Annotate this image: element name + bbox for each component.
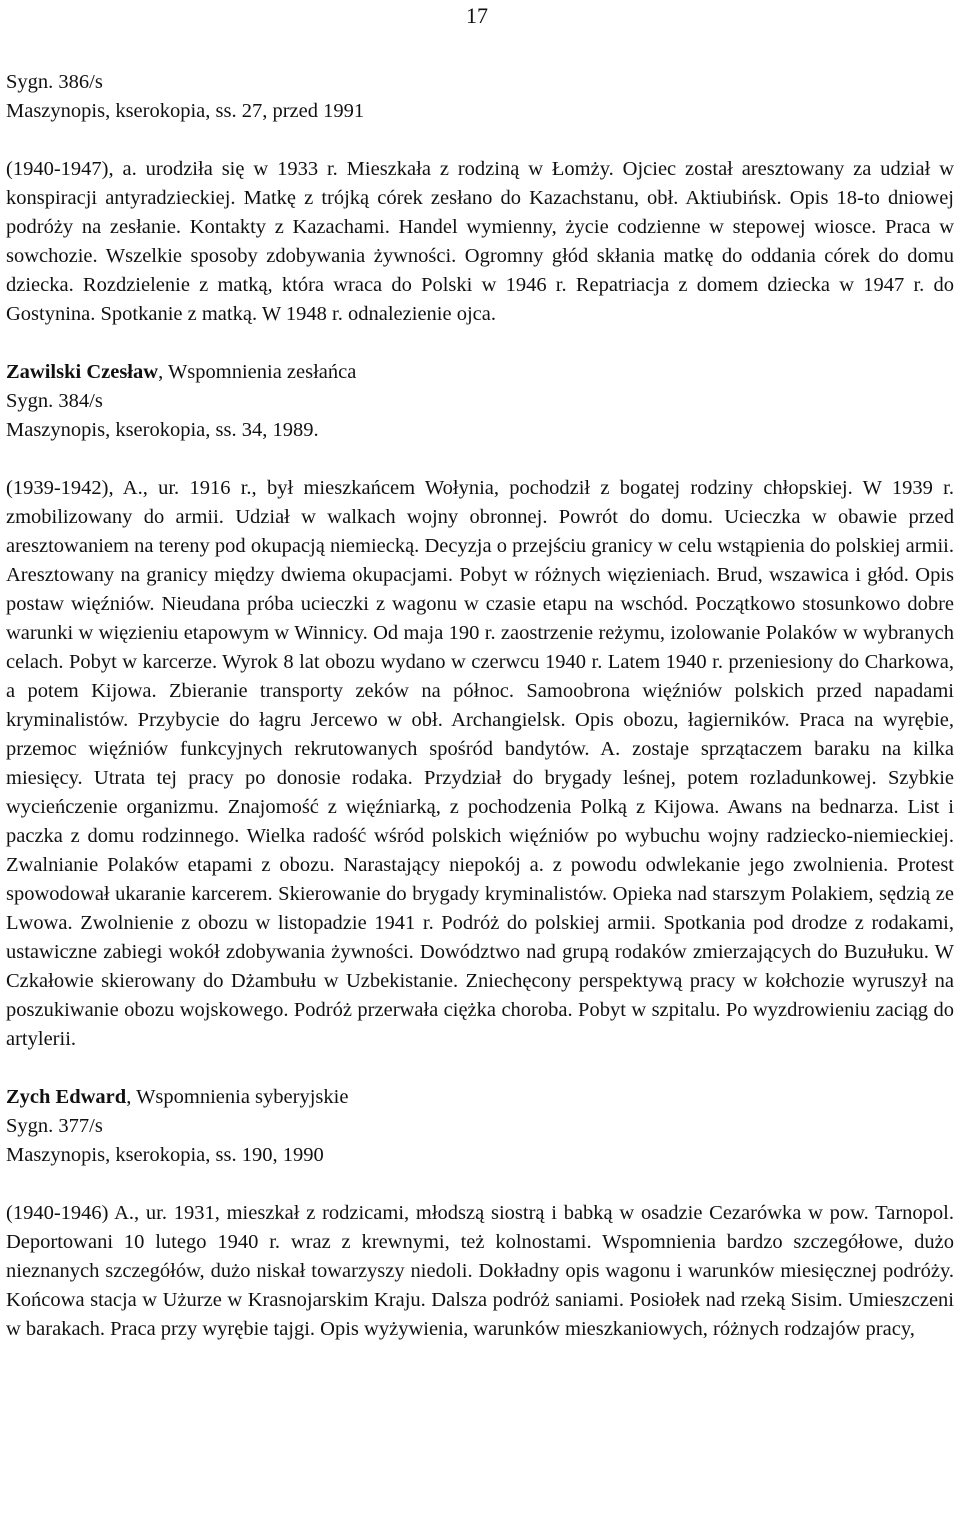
entry	[6, 1083, 954, 1344]
spacer	[6, 329, 954, 358]
entry-title: , Wspomnienia zesłańca	[158, 361, 357, 383]
entry-signature: Sygn. 386/s	[6, 71, 103, 93]
entry-signature: Sygn. 377/s	[6, 1115, 103, 1137]
document-body	[6, 68, 954, 1344]
entry-title: , Wspomnienia syberyjskie	[126, 1086, 349, 1108]
entry-source: Maszynopis, kserokopia, ss. 34, 1989.	[6, 419, 319, 441]
entry-summary: (1939-1942), A., ur. 1916 r., był mieszkańcem Wołynia, pochodził z bogatej rodziny chłopskiej. W 1939 r. zmobilizowany do armii. Udział w walkach wojny obronnej. Powrót do domu. Ucieczka w obawie przed aresztowaniem na tereny pod okupacją niemiecką. Decyzja o przejściu granicy w celu wstąpienia do polskiej armii. Aresztowany na granicy między dwiema okupacjami. Pobyt w różnych więzieniach. Brud, wszawica i głód. Opis postaw więźniów. Nieudana próba ucieczki z wagonu w czasie etapu na wschód. Początkowo stosunkowo dobre warunki w więzieniu etapowym w Winnicy. Od maja 190 r. zaostrzenie reżymu, izolowanie Polaków w wybranych celach. Pobyt w karcerze. Wyrok 8 lat obozu wydano w czerwcu 1940 r. Latem 1940 r. przeniesiony do Charkowa, a potem Kijowa. Zbieranie transporty zeków na północ. Samoobrona więźniów polskich przed napadami kryminalistów. Przybycie do łagru Jercewo w obł. Archangielsk. Opis obozu, łagierników. Praca na wyrębie, przemoc więźniów funkcyjnych rekrutowanych spośród bandytów. A. zostaje sprzątaczem baraku na kilka miesięcy. Utrata tej pracy po donosie rodaka. Przydział do brygady leśnej, potem rozladunkowej. Szybkie wycieńczenie organizmu. Znajomość z więźniarką, z pochodzenia Polką z Kijowa. Awans na bednarza. List i paczka z domu rodzinnego. Wielka radość wśród polskich więźniów po wybuchu wojny radziecko-niemieckiej. Zwalnianie Polaków etapami z obozu. Narastający niepokój a. z powodu odwlekanie jego zwolnienia. Protest spowodował ukaranie karcerem. Skierowanie do brygady kryminalistów. Opieka nad starszym Polakiem, sędzią ze Lwowa. Zwolnienie z obozu w listopadzie 1941 r. Podróż do polskiej armii. Spotkania pod drodze z rodakami, ustawiczne zabiegi wokół zdobywania żywności. Dowództwo nad grupą rodaków zmierzających do Buzułuku. W Czkałowie skierowany do Dżambułu w Uzbekistanie. Zniechęcony perspektywą pracy w kołchozie wyruszył na poszukiwanie obozu wojskowego. Podróż przerwała ciężka choroba. Pobyt w szpitalu. Po wyzdrowieniu zaciąg do artylerii.	[6, 477, 954, 1050]
entry-source: Maszynopis, kserokopia, ss. 27, przed 1991	[6, 100, 365, 122]
spacer	[6, 1170, 954, 1199]
entry-source: Maszynopis, kserokopia, ss. 190, 1990	[6, 1144, 324, 1166]
entry-summary: (1940-1946) A., ur. 1931, mieszkał z rodzicami, młodszą siostrą i babką w osadzie Cezarówka w pow. Tarnopol. Deportowani 10 lutego 1940 r. wraz z krewnymi, też kolnostami. Wspomnienia bardzo szczegółowe, dużo nieznanych szczegółów, dużo niskał towarzyszy niedoli. Dokładny opis wagonu i warunków miesięcznej podróży. Końcowa stacja w Użurze w Krasnojarskim Kraju. Dalsza podróż saniami. Posiołek nad rzeką Sisim. Umieszczeni w barakach. Praca przy wyrębie tajgi. Opis wyżywienia, warunków mieszkaniowych, różnych rodzajów pracy,	[6, 1202, 954, 1340]
entry-signature: Sygn. 384/s	[6, 390, 103, 412]
entry-heading	[6, 1083, 954, 1112]
page-number: 17	[466, 3, 488, 28]
spacer	[6, 126, 954, 155]
entry	[6, 358, 954, 1054]
entry-author: Zych Edward	[6, 1086, 127, 1108]
entry-summary: (1940-1947), a. urodziła się w 1933 r. Mieszkała z rodziną w Łomży. Ojciec został aresztowany za udział w konspiracji antyradzieckiej. Matkę z trójką córek zesłano do Kazachstanu, obł. Aktiubińsk. Opis 18-to dniowej podróży na zesłanie. Kontakty z Kazachami. Handel wymienny, życie codzienne w stepowej wiosce. Praca w sowchozie. Wszelkie sposoby zdobywania żywności. Ogromny głód skłania matkę do oddania córek do domu dziecka. Rozdzielenie z matką, która wraca do Polski w 1946 r. Repatriacja z domem dziecka w 1947 r. do Gostynina. Spotkanie z matką. W 1948 r. odnalezienie ojca.	[6, 158, 954, 325]
entry-heading	[6, 358, 954, 387]
spacer	[6, 1054, 954, 1083]
entry-author: Zawilski Czesław	[6, 361, 159, 383]
entry	[6, 68, 954, 329]
spacer	[6, 445, 954, 474]
